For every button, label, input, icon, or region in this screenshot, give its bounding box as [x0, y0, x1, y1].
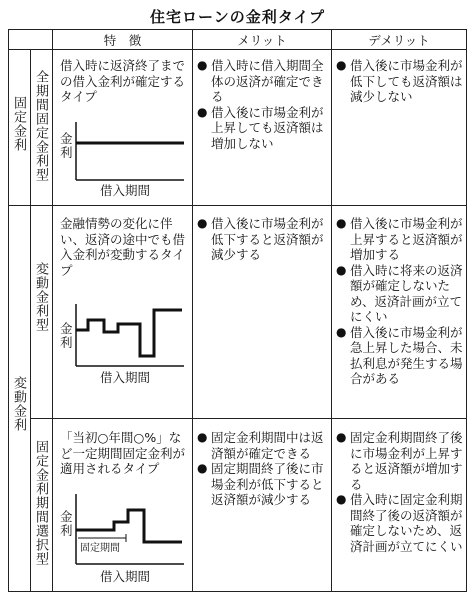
- demerit-item: ● 借入時に将来の返済額が確定しないため、返済計画が立てにくい: [336, 263, 464, 325]
- merits-fixed-full: [197, 58, 329, 151]
- merit-item: ● 借入後に市場金利が低下すると返済額が減少する: [197, 216, 329, 263]
- graph-rate-line: [76, 510, 182, 542]
- demerit-item: ● 借入後に市場金利が急上昇した場合、未払利息が発生する場合がある: [336, 325, 464, 387]
- merit-item: ● 借入後に市場金利が上昇しても返済額は増加しない: [197, 105, 329, 152]
- merits-fixed-period: [197, 430, 329, 508]
- demerit-item: ● 借入後に市場金利が上昇すると返済額が増加する: [336, 216, 464, 263]
- type-label-variable: 変動金利型: [33, 262, 48, 332]
- group-fixed-label: 固定金利: [11, 96, 26, 152]
- type-label-fixed-full: 全期間固定金利型: [33, 70, 48, 182]
- graph-rate-line: [76, 310, 182, 356]
- demerit-item: ● 借入時に固定金利期間終了後の返済額が確定しないため、返済計画が立てにくい: [336, 492, 464, 554]
- merits-variable: [197, 216, 329, 263]
- demerits-fixed-period: [336, 430, 464, 554]
- feature-text-fixed-full: 借入時に返済終了までの借入金利が確定するタイプ: [60, 58, 186, 104]
- demerits-variable: [336, 216, 464, 387]
- header-demerit: デメリット: [368, 33, 430, 48]
- graph-ylabel-fixed-period: 金利: [60, 509, 73, 538]
- feature-text-fixed-period: 「当初○年間○%」など一定期間固定金利が適用されるタイプ: [60, 430, 186, 476]
- type-label-fixed-period: 固定金利期間選択型: [33, 440, 48, 566]
- page-title: 住宅ローンの金利タイプ: [150, 8, 325, 26]
- graph-variable: [74, 304, 186, 368]
- merit-item: ● 固定期間終了後に市場金利が低下すると返済額が減少する: [197, 461, 329, 508]
- graph-xlabel-fixed-period: 借入期間: [100, 569, 151, 584]
- demerits-fixed-full: [336, 58, 464, 105]
- merit-item: ● 借入時に借入期間全体の返済が確定できる: [197, 58, 329, 105]
- graph-ylabel-variable: 金利: [60, 321, 73, 350]
- group-variable-label: 変動金利: [11, 376, 26, 432]
- graph-xlabel-variable: 借入期間: [100, 370, 151, 385]
- merit-item: ● 固定金利期間中は返済額が確定できる: [197, 430, 329, 461]
- graph-xlabel-fixed-full: 借入期間: [100, 183, 151, 198]
- header-merit: メリット: [237, 33, 287, 48]
- graph-fixed-full: [74, 122, 186, 182]
- demerit-item: ● 借入後に市場金利が低下しても返済額は減少しない: [336, 58, 464, 105]
- feature-text-variable: 金融情勢の変化に伴い、返済の途中でも借入金利が変動するタイプ: [60, 216, 186, 278]
- demerit-item: ● 固定金利期間終了後に市場金利が上昇すると返済額が増加する: [336, 430, 464, 492]
- graph-period-label: 固定期間: [80, 543, 120, 554]
- graph-ylabel-fixed-full: 金利: [60, 131, 73, 160]
- header-feature: 特 徴: [103, 33, 142, 48]
